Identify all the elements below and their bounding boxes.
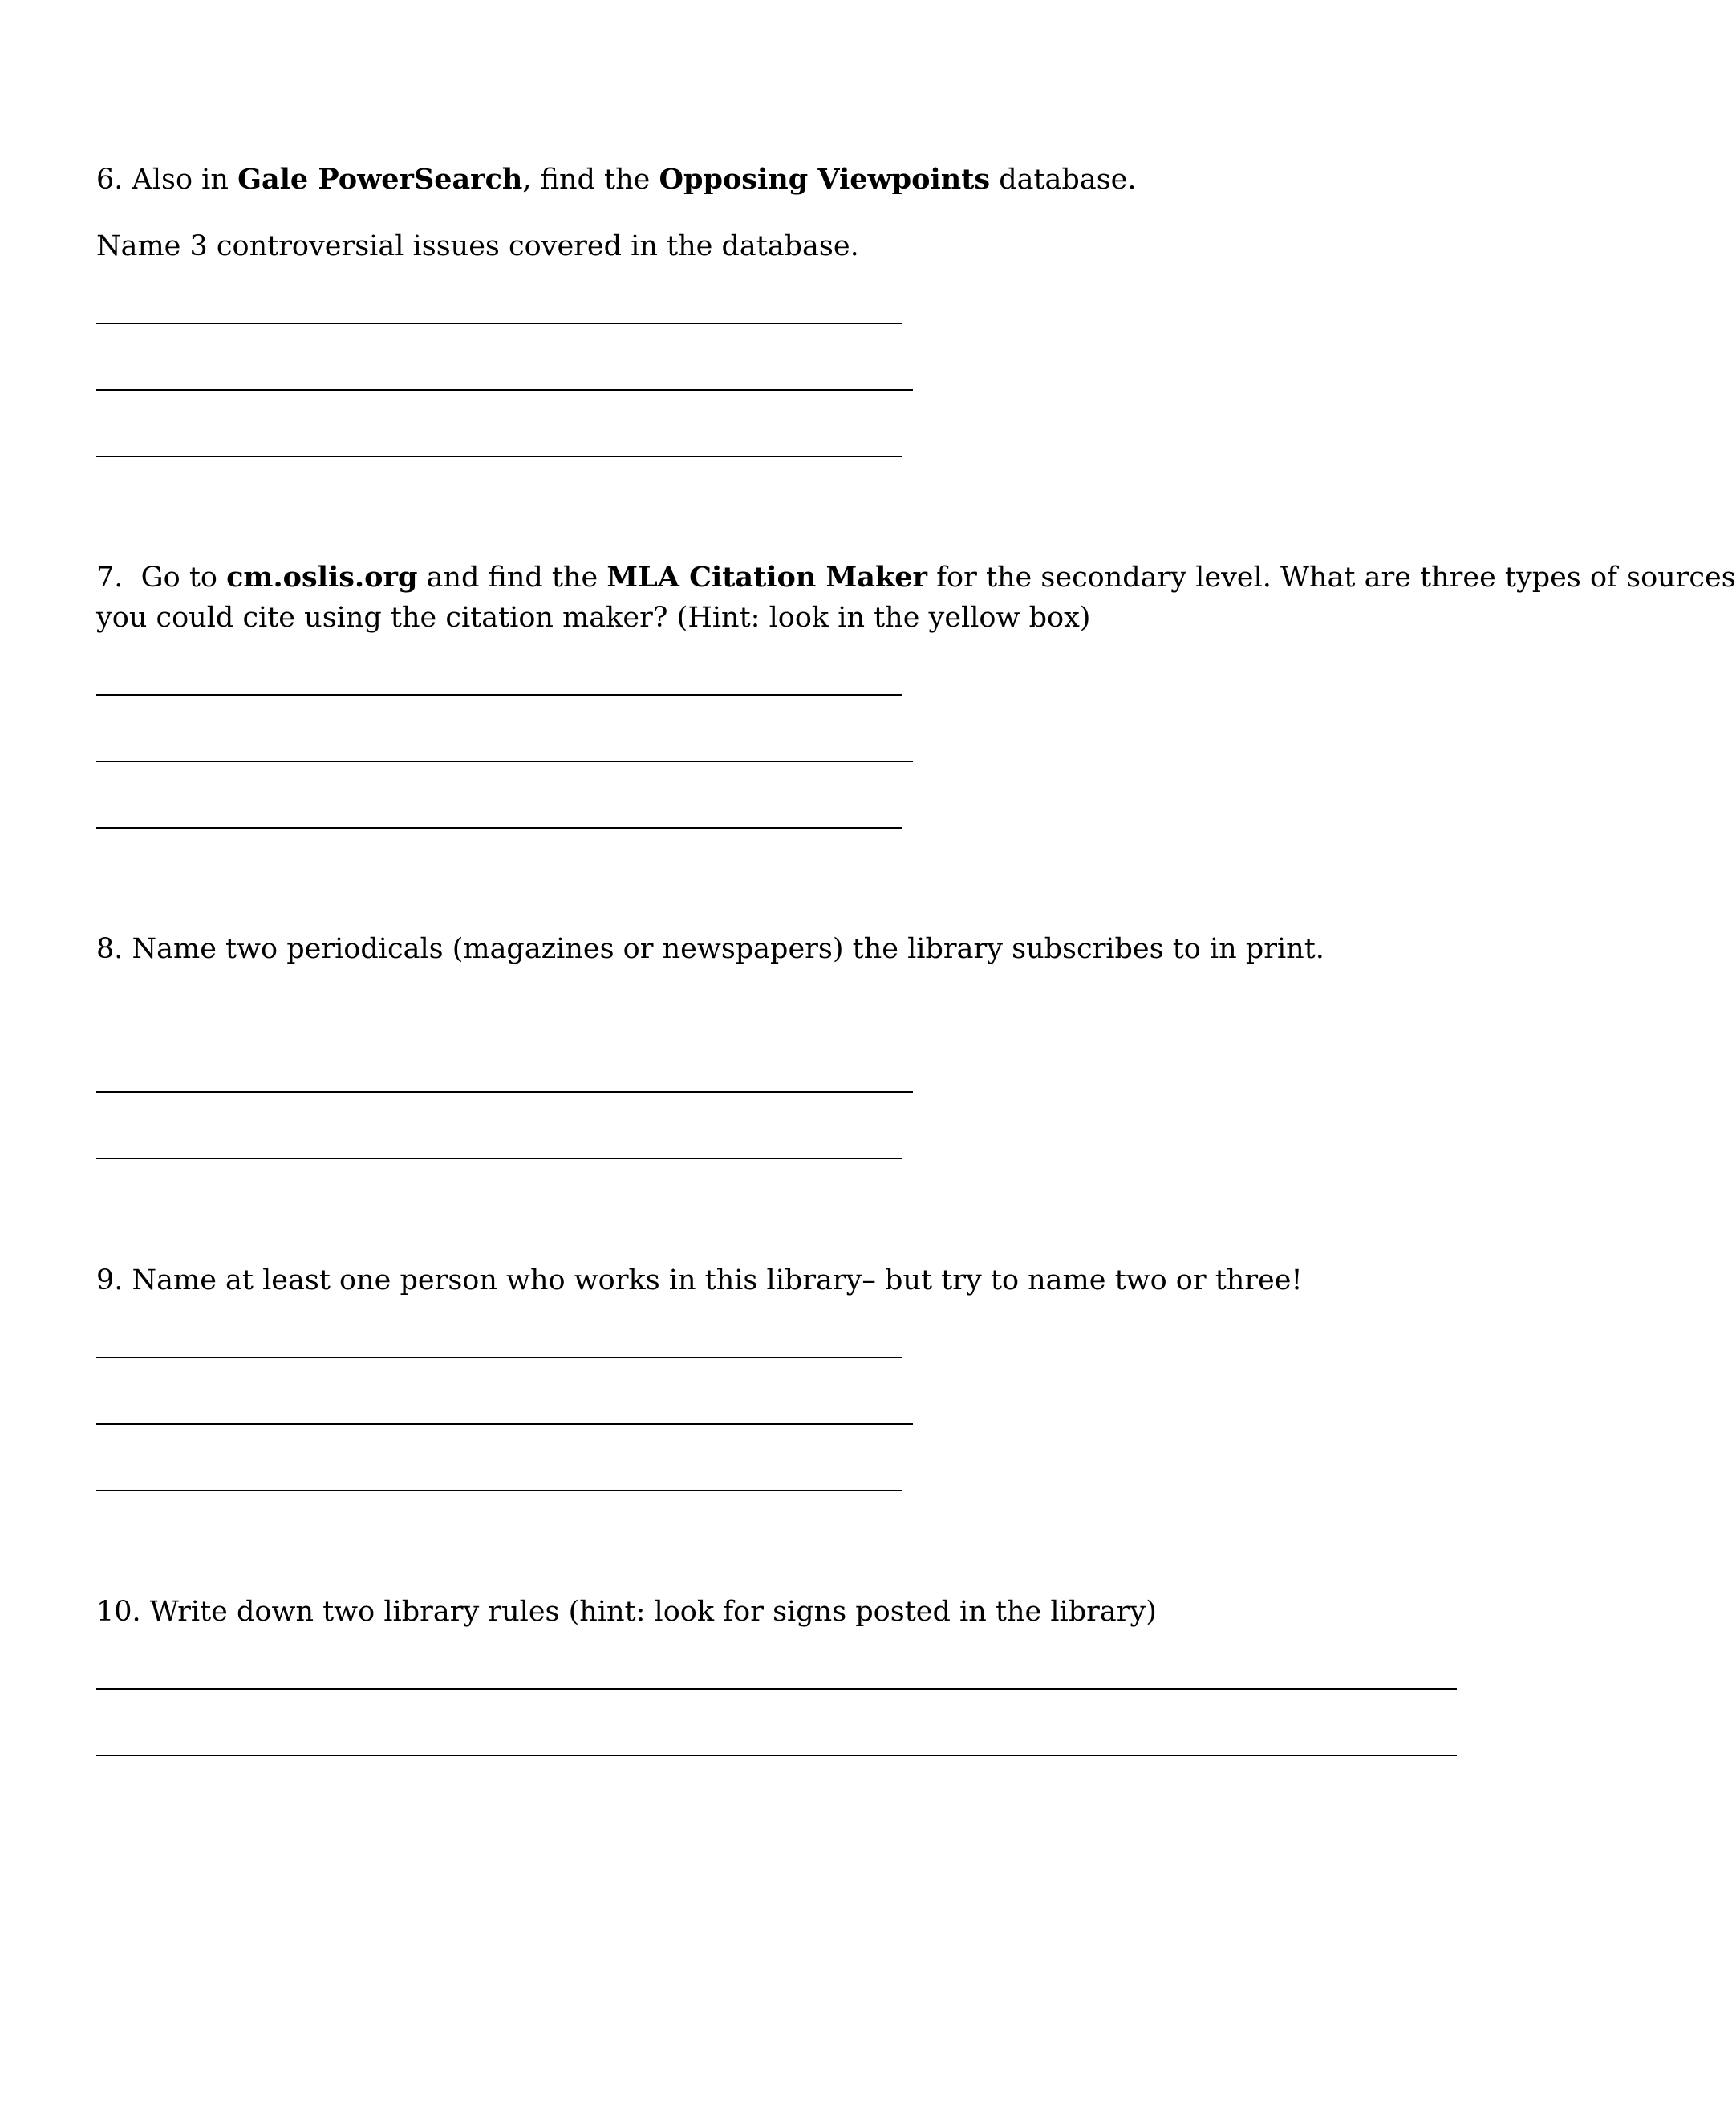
q6-text-1: Also in bbox=[132, 164, 229, 196]
q7-number: 7. bbox=[96, 562, 124, 594]
q8-answer-line-1[interactable] bbox=[96, 1091, 913, 1093]
q7-bold-mla-citation-maker: MLA Citation Maker bbox=[606, 561, 927, 594]
question-9: 9. Name at least one person who works in this library– but try to name two or three! bbox=[96, 1264, 1303, 1296]
q6-answer-line-3[interactable] bbox=[96, 456, 902, 457]
q7-text-3: for the secondary level. What are three types of sources bbox=[936, 562, 1736, 594]
q6-text-2: , find the bbox=[522, 164, 651, 196]
question-6 bbox=[96, 160, 1137, 200]
question-10: 10. Write down two library rules (hint: look for signs posted in the library) bbox=[96, 1596, 1157, 1628]
question-7-line-2: you could cite using the citation maker? (Hint: look in the yellow box) bbox=[96, 602, 1091, 634]
q7-bold-cm-oslis-org: cm.oslis.org bbox=[226, 561, 418, 594]
q6-text-3: database. bbox=[999, 164, 1137, 196]
q9-answer-line-2[interactable] bbox=[96, 1423, 913, 1425]
q10-answer-line-1[interactable] bbox=[96, 1688, 1457, 1690]
q7-text-2: and find the bbox=[426, 562, 598, 594]
q7-text-1: Go to bbox=[140, 562, 217, 594]
q6-answer-line-1[interactable] bbox=[96, 323, 902, 324]
q6-number: 6. bbox=[96, 164, 124, 196]
question-7 bbox=[96, 558, 1736, 598]
q6-bold-gale-powersearch: Gale PowerSearch bbox=[237, 163, 523, 196]
q8-answer-line-2[interactable] bbox=[96, 1158, 902, 1159]
q6-bold-opposing-viewpoints: Opposing Viewpoints bbox=[659, 163, 991, 196]
q7-answer-line-2[interactable] bbox=[96, 761, 913, 762]
q7-answer-line-1[interactable] bbox=[96, 694, 902, 696]
question-8: 8. Name two periodicals (magazines or newspapers) the library subscribes to in print. bbox=[96, 933, 1324, 965]
q9-answer-line-3[interactable] bbox=[96, 1490, 902, 1491]
q6-answer-line-2[interactable] bbox=[96, 389, 913, 391]
q7-answer-line-3[interactable] bbox=[96, 827, 902, 829]
q10-answer-line-2[interactable] bbox=[96, 1755, 1457, 1756]
q9-answer-line-1[interactable] bbox=[96, 1357, 902, 1358]
question-6-subprompt: Name 3 controversial issues covered in the database. bbox=[96, 230, 859, 262]
